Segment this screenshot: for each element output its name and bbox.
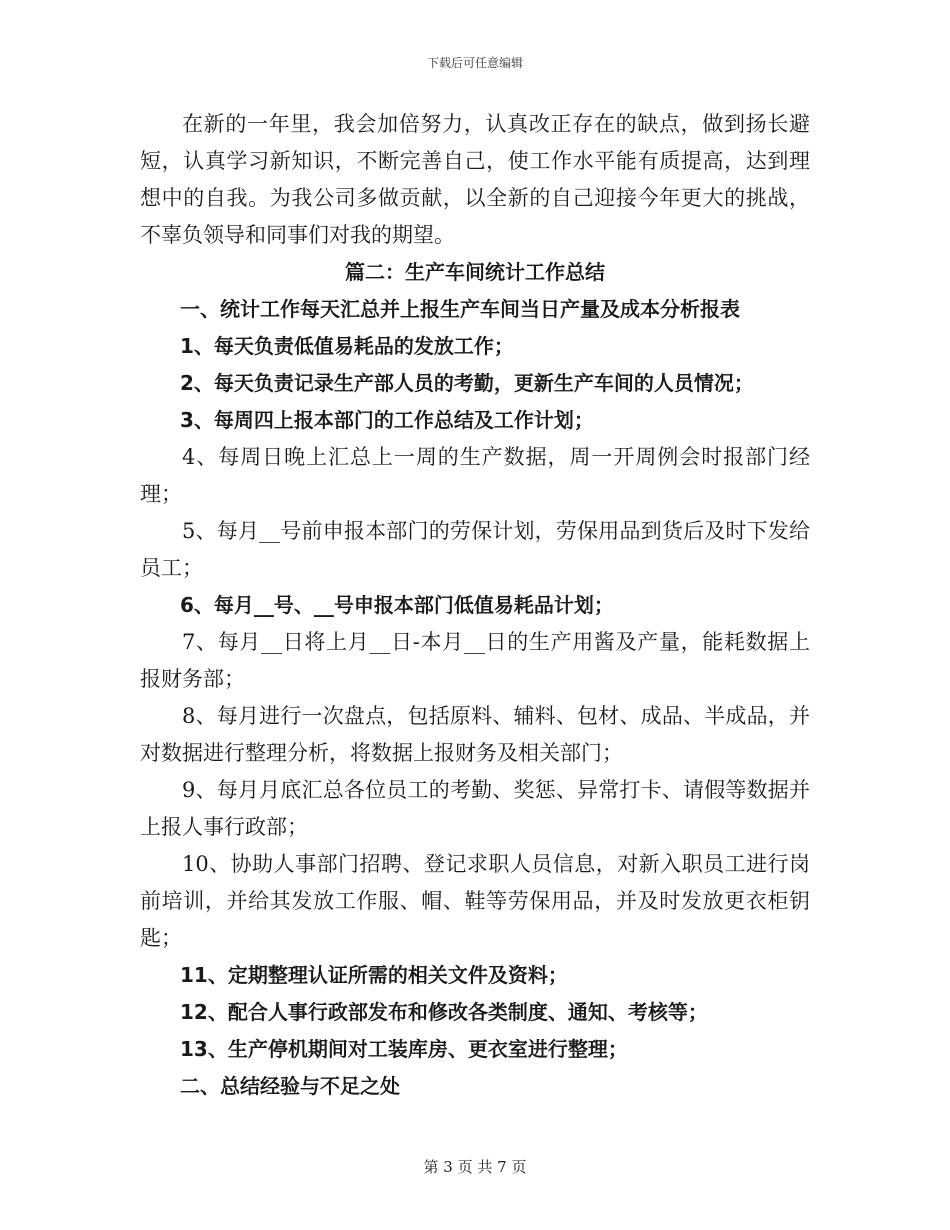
list-item: 1、每天负责低值易耗品的发放工作； [180,334,514,358]
list-item: 6、每月__号、__号申报本部门低值易耗品计划； [180,593,614,617]
list-item: 7、每月__日将上月__日-本月__日的生产用酱及产量，能耗数据上报财务部； [140,630,810,691]
document-body [140,106,810,1105]
list-item: 10、协助人事部门招聘、登记求职人员信息，对新入职员工进行岗前培训，并给其发放工作服、帽、鞋等劳保用品，并及时发放更衣柜钥匙； [140,852,810,950]
list-item: 12、配合人事行政部发布和修改各类制度、通知、考核等； [180,1000,708,1024]
list-item: 13、生产停机期间对工装库房、更衣室进行整理； [180,1037,628,1061]
section-title: 篇二：生产车间统计工作总结 [345,260,605,284]
list-item: 11、定期整理认证所需的相关文件及资料； [180,963,568,987]
page-number: 第 3 页 共 7 页 [423,1158,527,1176]
section-heading: 一、统计工作每天汇总并上报生产车间当日产量及成本分析报表 [180,297,740,321]
list-item: 8、每月进行一次盘点，包括原料、辅料、包材、成品、半成品，并对数据进行整理分析，将数据上报财务及相关部门； [140,704,810,765]
list-item: 5、每月__号前申报本部门的劳保计划，劳保用品到货后及时下发给员工； [140,519,810,580]
list-item: 3、每周四上报本部门的工作总结及工作计划； [180,408,594,432]
list-item: 4、每周日晚上汇总上一周的生产数据，周一开周例会时报部门经理； [140,445,810,506]
section-heading: 二、总结经验与不足之处 [180,1074,400,1098]
list-item: 2、每天负责记录生产部人员的考勤，更新生产车间的人员情况； [180,371,754,395]
page-header-note: 下载后可任意编辑 [426,56,523,70]
list-item: 9、每月月底汇总各位员工的考勤、奖惩、异常打卡、请假等数据并上报人事行政部； [140,778,810,839]
paragraph: 在新的一年里，我会加倍努力，认真改正存在的缺点，做到扬长避短，认真学习新知识，不断完善自己，使工作水平能有质提高，达到理想中的自我。为我公司多做贡献，以全新的自己迎接今年更大的挑战，不辜负领导和同事们对我的期望。 [140,112,810,247]
